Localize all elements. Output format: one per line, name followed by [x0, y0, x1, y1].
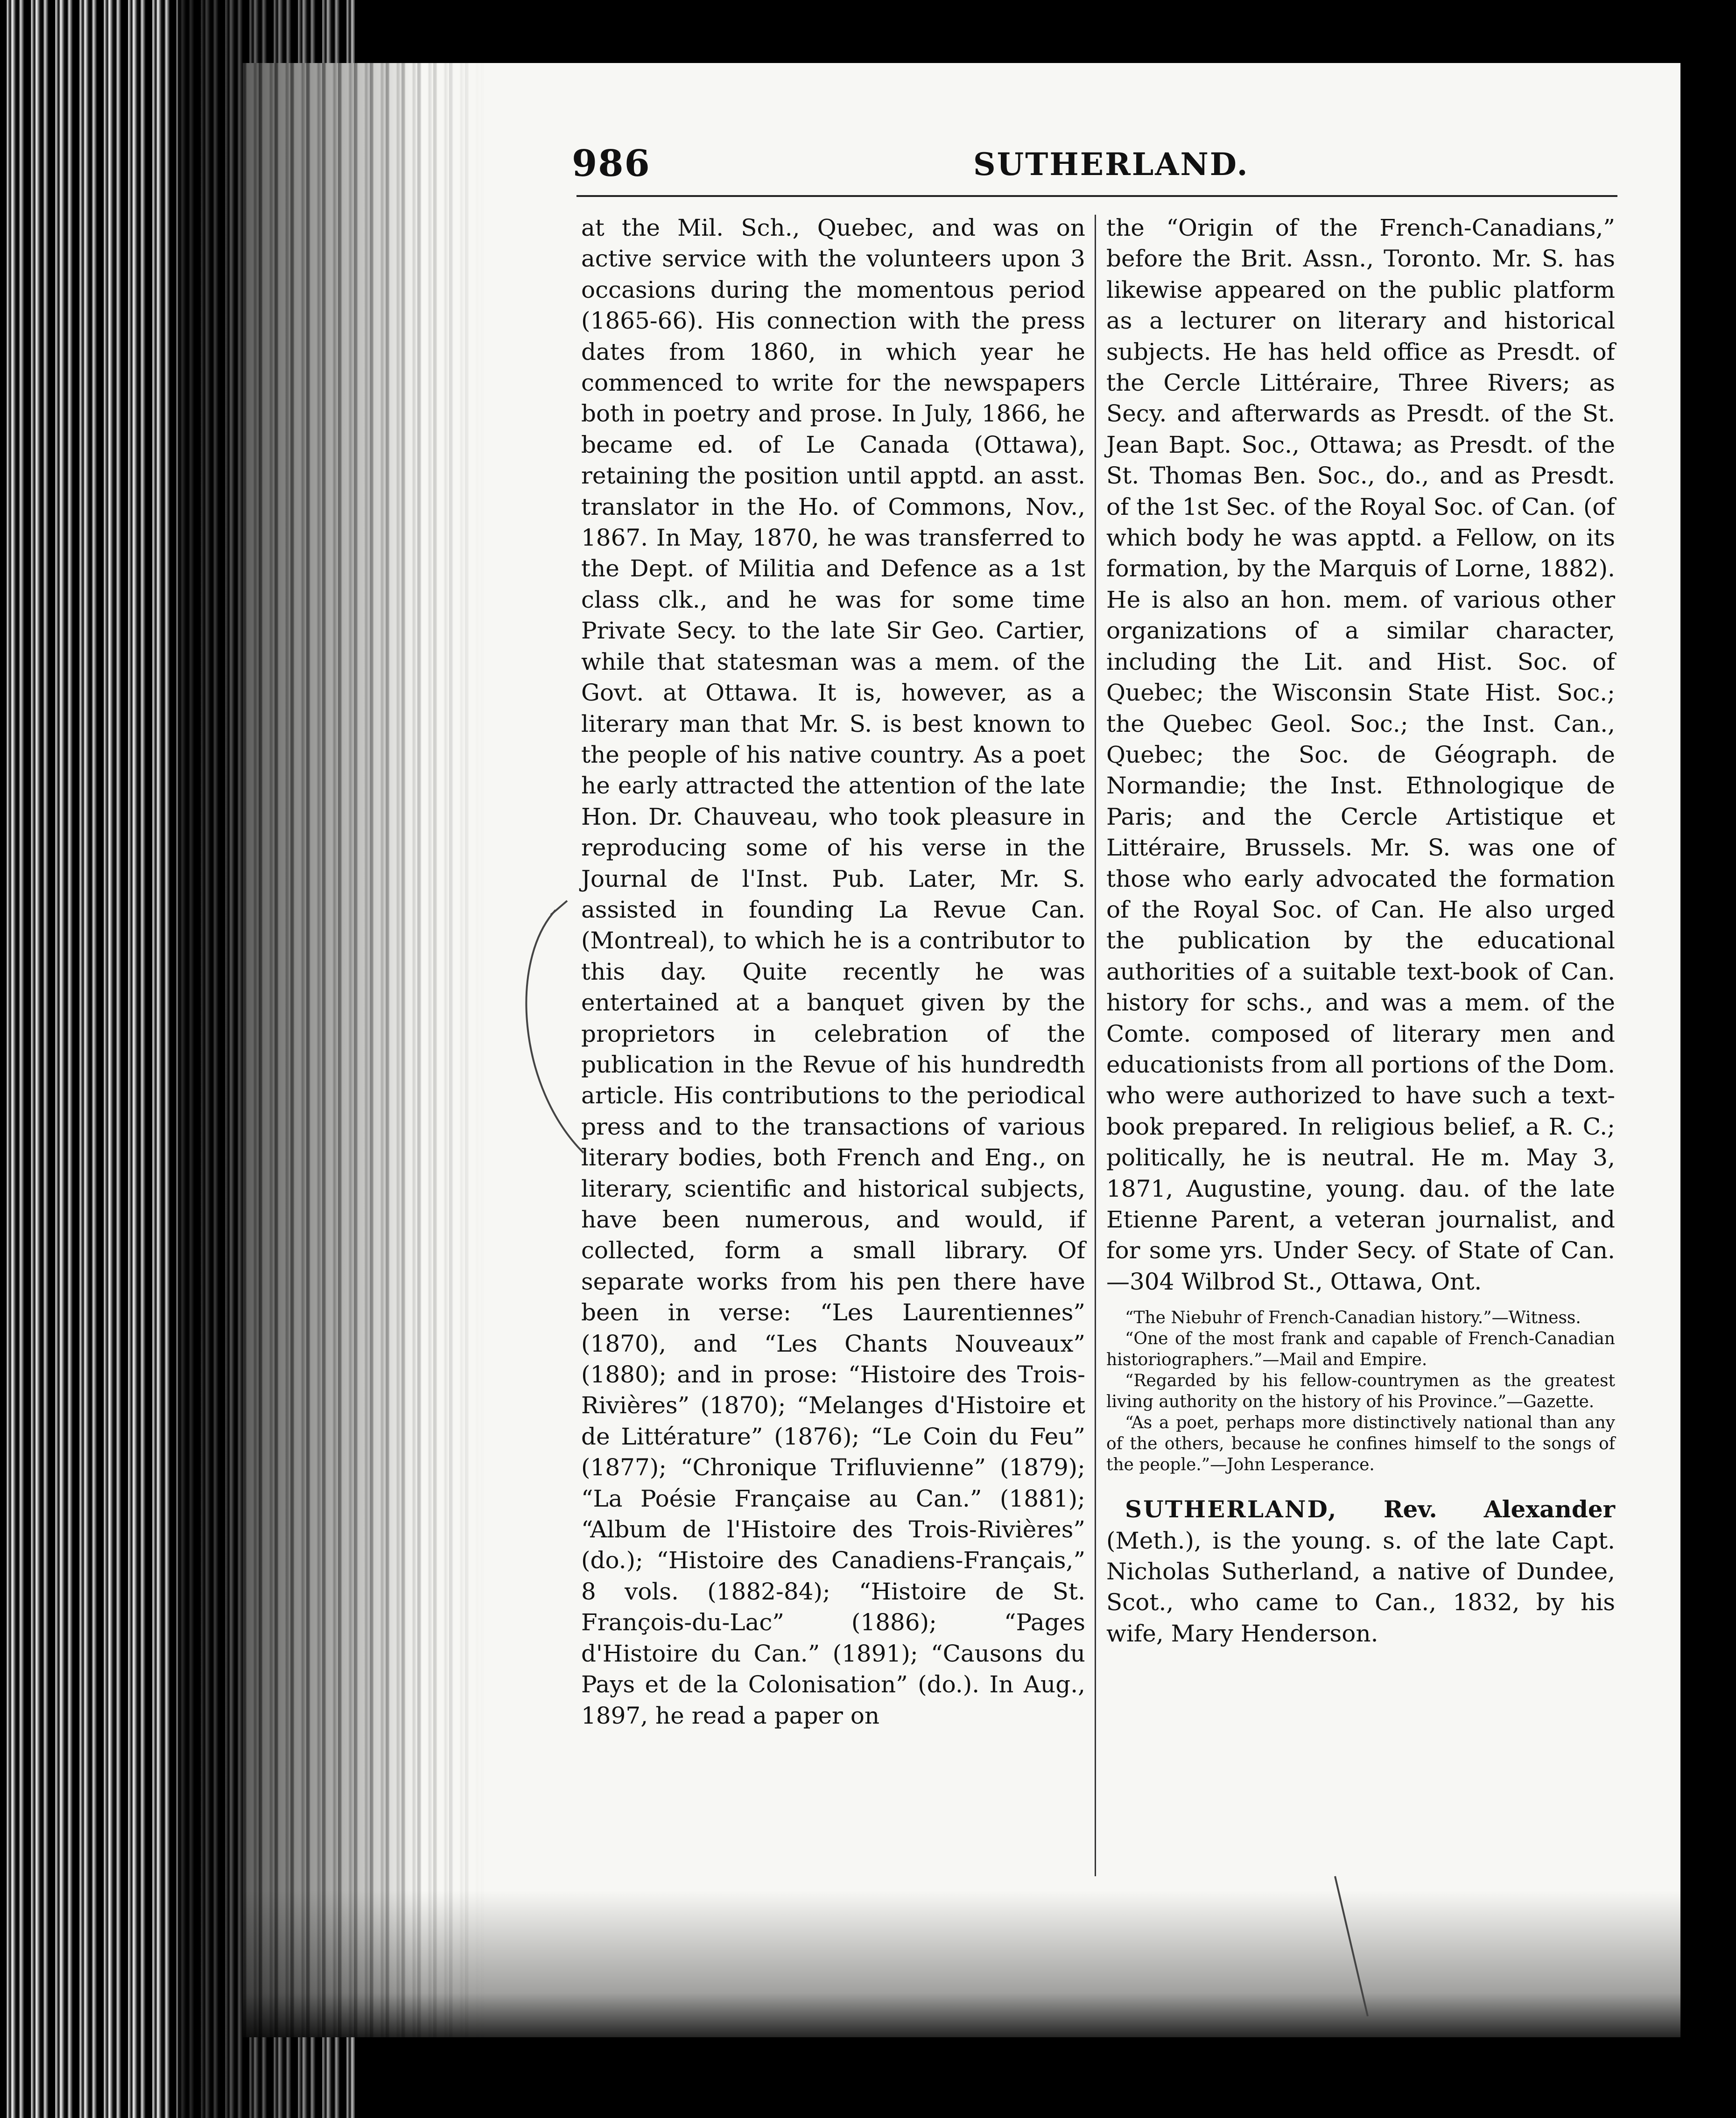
review-quote: “Regarded by his fellow-countrymen as the greatest living authority on the history of his Province.”—Gazette. — [1106, 1371, 1615, 1412]
right-column — [1106, 212, 1615, 1649]
review-quote: “As a poet, perhaps more distinctively national than any of the others, because he confines himself to the songs of the people.”—John Lesperance. — [1106, 1413, 1615, 1475]
entry-title: Rev. Alexander — [1383, 1495, 1615, 1523]
review-quote: “One of the most frank and capable of French-Canadian historiographers.”—Mail and Empire. — [1106, 1329, 1615, 1370]
left-column — [581, 212, 1085, 1731]
bottom-edge-shade — [243, 1890, 1680, 2037]
page-number: 986 — [572, 142, 651, 185]
next-entry — [1106, 1494, 1615, 1649]
review-quotes — [1106, 1307, 1615, 1475]
running-head: SUTHERLAND. — [973, 146, 1249, 182]
page-header — [572, 142, 1615, 184]
column-divider — [1095, 215, 1096, 1876]
entry-name: SUTHERLAND, — [1125, 1495, 1338, 1523]
right-column-text: the “Origin of the French-Canadians,” before the Brit. Assn., Toronto. Mr. S. has likewise appeared on the public platform as a lecturer on literary and historical subjects. He has held office as Presdt. of the Cercle Littéraire, Three Rivers; as Secy. and afterwards as Presdt. of the St. Jean Bapt. Soc., Ottawa; as Presdt. of the St. Thomas Ben. Soc., do., and as Presdt. of the 1st Sec. of the Royal Soc. of Can. (of which body he was apptd. a Fellow, on its formation, by the Marquis of Lorne, 1882). He is also an hon. mem. of various other organizations of a similar character, including the Lit. and Hist. Soc. of Quebec; the Wisconsin State Hist. Soc.; the Quebec Geol. Soc.; the Inst. Can., Quebec; the Soc. de Géograph. de Normandie; the Inst. Ethnologique de Paris; and the Cercle Artistique et Littéraire, Brussels. Mr. S. was one of those who early advocated the formation of the Royal Soc. of Can. He also urged the publication by the educational authorities of a suitable text-book of Can. history for schs., and was a mem. of the Comte. composed of literary men and educationists from all portions of the Dom. who were authorized to have such a text-book prepared. In religious belief, a R. C.; politically, he is neutral. He m. May 3, 1871, Augustine, young. dau. of the late Etienne Parent, a veteran journalist, and for some yrs. Under Secy. of State of Can.—304 Wilbrod St., Ottawa, Ont. — [1106, 214, 1615, 1295]
spine-fade — [177, 0, 420, 2118]
left-column-text: at the Mil. Sch., Quebec, and was on active service with the volunteers upon 3 occasions during the momentous period (1865-66). His connection with the press dates from 1860, in which year he commenced to write for the newspapers both in poetry and prose. In July, 1866, he became ed. of Le Canada (Ottawa), retaining the position until apptd. an asst. translator in the Ho. of Commons, Nov., 1867. In May, 1870, he was transferred to the Dept. of Militia and Defence as a 1st class clk., and he was for some time Private Secy. to the late Sir Geo. Cartier, while that statesman was a mem. of the Govt. at Ottawa. It is, however, as a literary man that Mr. S. is best known to the people of his native country. As a poet he early attracted the attention of the late Hon. Dr. Chauveau, who took pleasure in reproducing some of his verse in the Journal de l'Inst. Pub. Later, Mr. S. assisted in founding La Revue Can. (Montreal), to which he is a contributor to this day. Quite recently he was entertained at a banquet given by the proprietors in celebration of the publication in the Revue of his hundredth article. His contributions to the periodical press and to the transactions of various literary bodies, both French and Eng., on literary, scientific and historical subjects, have been numerous, and would, if collected, form a small library. Of separate works from his pen there have been in verse: “Les Laurentiennes” (1870), and “Les Chants Nouveaux” (1880); and in prose: “Histoire des Trois-Rivières” (1870); “Melanges d'Histoire et de Littérature” (1876); “Le Coin du Feu” (1877); “Chronique Trifluvienne” (1879); “La Poésie Française au Can.” (1881); “Album de l'Histoire des Trois-Rivières” (do.); “Histoire des Canadiens-Français,” 8 vols. (1882-84); “Histoire de St. François-du-Lac” (1886); “Pages d'Histoire du Can.” (1891); “Causons du Pays et de la Colonisation” (do.). In Aug., 1897, he read a paper on — [581, 214, 1085, 1729]
header-rule — [576, 195, 1617, 197]
entry-text: (Meth.), is the young. s. of the late Capt. Nicholas Sutherland, a native of Dundee, Scot., who came to Can., 1832, by his wife, Mary Henderson. — [1106, 1527, 1615, 1647]
review-quote: “The Niebuhr of French-Canadian history.”—Witness. — [1125, 1308, 1581, 1328]
